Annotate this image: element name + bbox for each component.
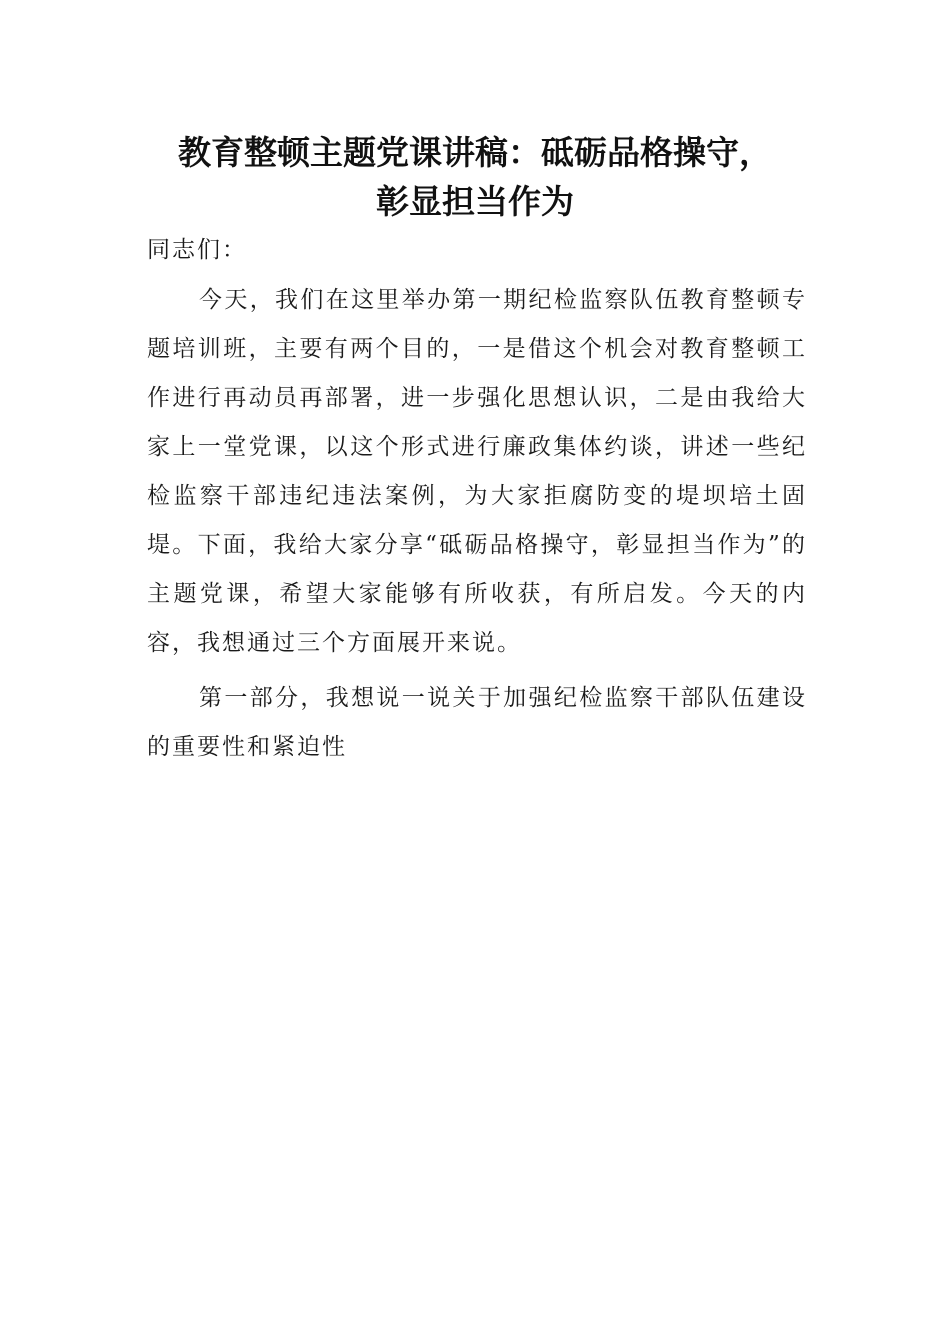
document-title-line-2: 彰显担当作为 bbox=[376, 182, 574, 221]
document-title-line-1: 教育整顿主题党课讲稿：砥砺品格操守， bbox=[178, 133, 772, 172]
paragraph-intro: 今天，我们在这里举办第一期纪检监察队伍教育整顿专题培训班，主要有两个目的，一是借这个机会对教育整顿工作进行再动员再部署，进一步强化思想认识，二是由我给大家上一堂党课，以这个形式进行廉政集体约谈，讲述一些纪检监察干部违纪违法案例，为大家拒腐防变的堤坝培土固堤。下面，我给大家分享“砥砺品格操守，彰显担当作为”的主题党课，希望大家能够有所收获，有所启发。今天的内容，我想通过三个方面展开来说。 bbox=[147, 287, 807, 656]
paragraph-part-one: 第一部分，我想说一说关于加强纪检监察干部队伍建设的重要性和紧迫性 bbox=[147, 685, 807, 760]
salutation: 同志们： bbox=[147, 237, 247, 263]
